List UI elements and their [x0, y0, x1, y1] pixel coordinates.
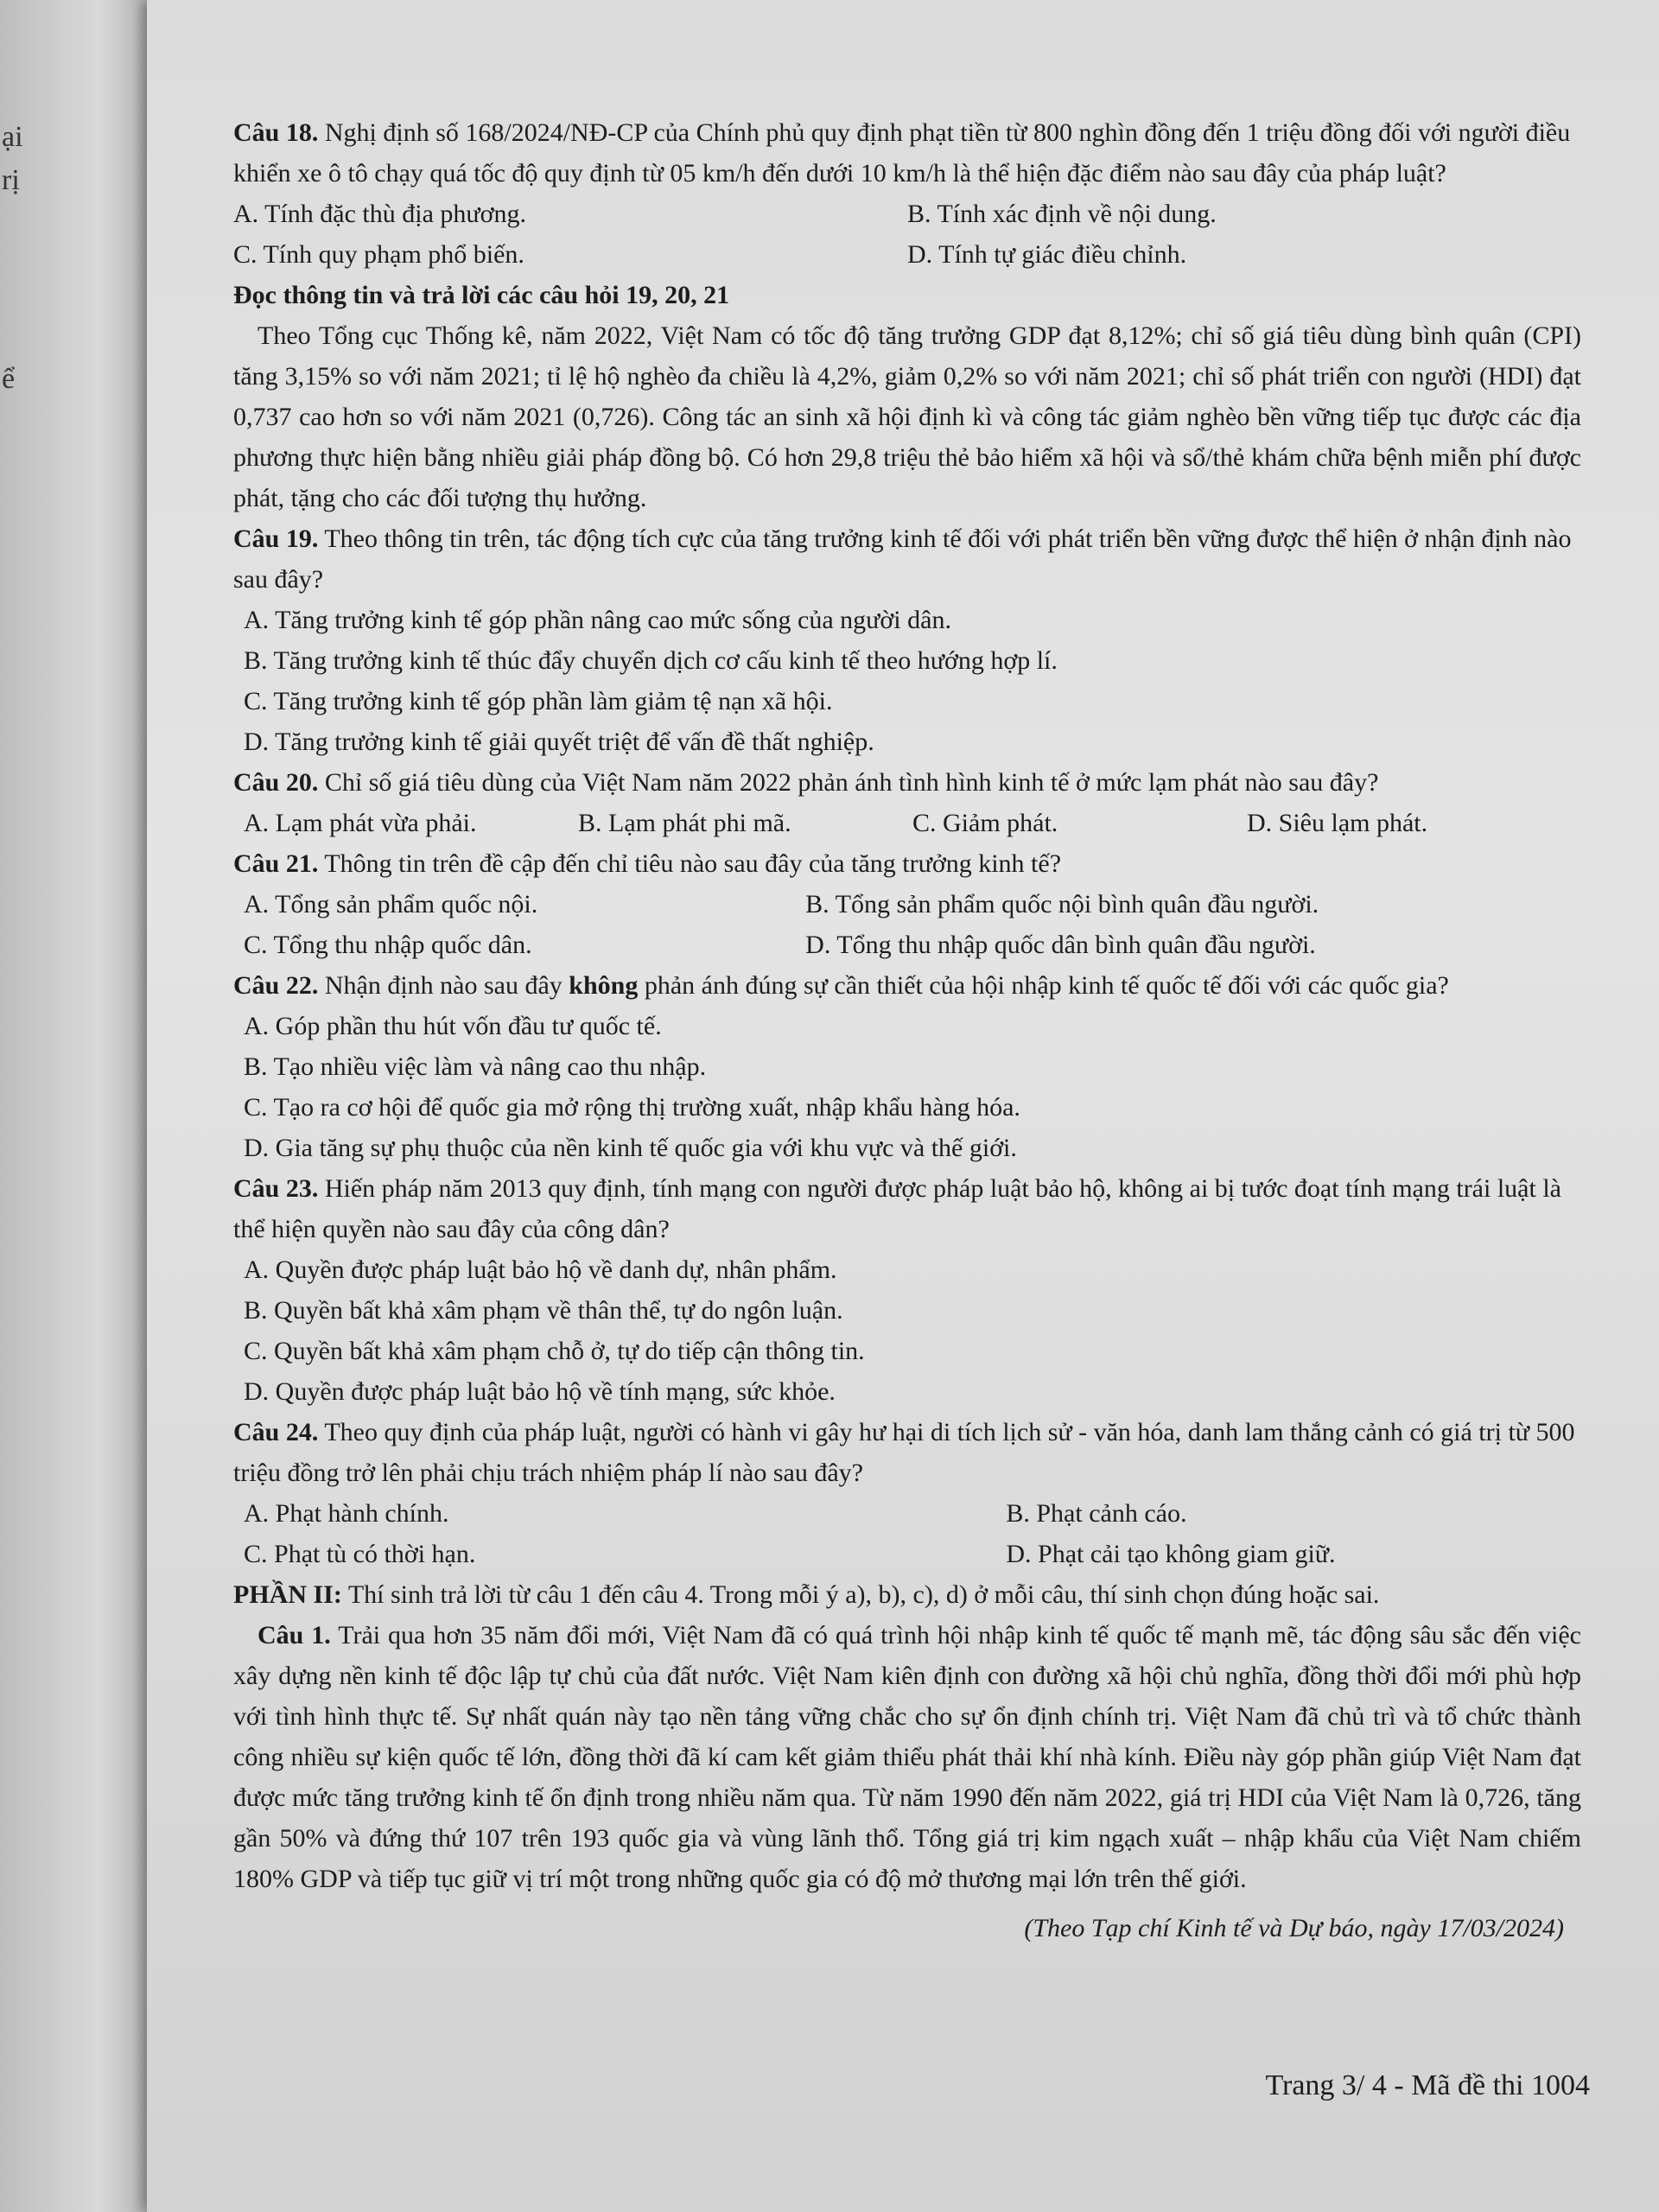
- option-b[interactable]: B. Phạt cảnh cáo.: [1006, 1499, 1187, 1528]
- question-20: [233, 762, 1581, 843]
- question-text: Nhận định nào sau đây: [324, 971, 563, 1000]
- option-c[interactable]: C. Tổng thu nhập quốc dân.: [244, 931, 532, 959]
- option-d[interactable]: D. Quyền được pháp luật bảo hộ về tính mạng, sức khỏe.: [244, 1377, 836, 1406]
- options-list: [233, 803, 1581, 843]
- exam-content: [233, 112, 1581, 1948]
- question-text: Thông tin trên đề cập đến chỉ tiêu nào sau đây của tăng trưởng kinh tế?: [324, 849, 1062, 878]
- option-a[interactable]: A. Góp phần thu hút vốn đầu tư quốc tế.: [244, 1012, 662, 1040]
- left-page-fragment: rị: [2, 164, 20, 196]
- option-c[interactable]: C. Quyền bất khả xâm phạm chỗ ở, tự do tiếp cận thông tin.: [244, 1337, 865, 1365]
- option-c[interactable]: C. Tăng trưởng kinh tế góp phần làm giảm tệ nạn xã hội.: [244, 687, 833, 715]
- question-label: Câu 23.: [233, 1174, 319, 1203]
- question-label: Câu 24.: [233, 1418, 319, 1446]
- option-b[interactable]: B. Tạo nhiều việc làm và nâng cao thu nhập.: [244, 1052, 707, 1081]
- option-b[interactable]: B. Lạm phát phi mã.: [578, 809, 791, 837]
- left-page-fragment: ại: [2, 121, 23, 153]
- question-label: Câu 18.: [233, 118, 319, 147]
- question-text: Theo thông tin trên, tác động tích cực của tăng trưởng kinh tế đối với phát triển bền vững được thể hiện ở nhận định nào sau đây?: [233, 524, 1572, 594]
- question-label: Câu 19.: [233, 524, 319, 553]
- part2-title: PHẦN II:: [233, 1580, 342, 1609]
- question-text: Trải qua hơn 35 năm đổi mới, Việt Nam đã có quá trình hội nhập kinh tế quốc tế mạnh mẽ, tác động sâu sắc đến việc xây dựng nền kinh tế độc lập tự chủ của đất nước. Việt Nam kiên định con đường xã hội chủ nghĩa, đồng thời đổi mới phù hợp với tình hình thực tế. Sự nhất quán này tạo nền tảng vững chắc cho sự ổn định chính trị. Việt Nam đã chủ trì và tổ chức thành công nhiều sự kiện quốc tế lớn, đồng thời đã kí cam kết giảm thiểu phát thải khí nhà kính. Điều này góp phần giúp Việt Nam đạt được mức tăng trưởng kinh tế ổn định trong nhiều năm qua. Từ năm 1990 đến năm 2022, giá trị HDI của Việt Nam là 0,726, tăng gần 50% và đứng thứ 107 trên 193 quốc gia và vùng lãnh thổ. Tổng giá trị kim ngạch xuất – nhập khẩu của Việt Nam chiếm 180% GDP và tiếp tục giữ vị trí một trong những quốc gia có độ mở thương mại lớn trên thế giới.: [233, 1621, 1581, 1893]
- question-21: [233, 843, 1581, 965]
- option-a[interactable]: A. Phạt hành chính.: [244, 1499, 449, 1528]
- question-24: [233, 1412, 1581, 1574]
- reading-heading: Đọc thông tin và trả lời các câu hỏi 19, 20, 21: [233, 281, 730, 309]
- question-label: Câu 22.: [233, 971, 319, 1000]
- option-d[interactable]: D. Gia tăng sự phụ thuộc của nền kinh tế quốc gia với khu vực và thế giới.: [244, 1134, 1017, 1162]
- question-text: phản ánh đúng sự cần thiết của hội nhập kinh tế quốc tế đối với các quốc gia?: [644, 971, 1449, 1000]
- option-d[interactable]: D. Siêu lạm phát.: [1247, 809, 1428, 837]
- options-list: [233, 194, 1581, 275]
- option-a[interactable]: A. Lạm phát vừa phải.: [244, 809, 477, 837]
- option-c[interactable]: C. Tạo ra cơ hội để quốc gia mở rộng thị trường xuất, nhập khẩu hàng hóa.: [244, 1093, 1020, 1122]
- question-text: Nghị định số 168/2024/NĐ-CP của Chính phủ quy định phạt tiền từ 800 nghìn đồng đến 1 triệu đồng đối với người điều khiển xe ô tô chạy quá tốc độ quy định từ 05 km/h đến dưới 10 km/h là thể hiện đặc điểm nào sau đây của pháp luật?: [233, 118, 1571, 188]
- question-label: Câu 21.: [233, 849, 319, 878]
- question-23: [233, 1168, 1581, 1412]
- question-text: Hiến pháp năm 2013 quy định, tính mạng con người được pháp luật bảo hộ, không ai bị tước đoạt tính mạng trái luật là thể hiện quyền nào sau đây của công dân?: [233, 1174, 1561, 1243]
- source-citation: (Theo Tạp chí Kinh tế và Dự báo, ngày 17/03/2024): [1024, 1914, 1564, 1942]
- options-list: [233, 884, 1581, 965]
- option-b[interactable]: B. Quyền bất khả xâm phạm về thân thể, tự do ngôn luận.: [244, 1296, 843, 1325]
- question-text: Theo quy định của pháp luật, người có hành vi gây hư hại di tích lịch sử - văn hóa, danh lam thắng cảnh có giá trị từ 500 triệu đồng trở lên phải chịu trách nhiệm pháp lí nào sau đây?: [233, 1418, 1575, 1487]
- left-page-fragment: ể: [2, 363, 16, 395]
- question-label: Câu 20.: [233, 768, 319, 797]
- question-18: [233, 112, 1581, 275]
- exam-page: [147, 0, 1659, 2212]
- option-b[interactable]: B. Tổng sản phẩm quốc nội bình quân đầu người.: [805, 890, 1319, 918]
- option-d[interactable]: D. Tăng trưởng kinh tế giải quyết triệt để vấn đề thất nghiệp.: [244, 728, 874, 756]
- option-d[interactable]: D. Tổng thu nhập quốc dân bình quân đầu người.: [805, 931, 1316, 959]
- part2-instruction: Thí sinh trả lời từ câu 1 đến câu 4. Trong mỗi ý a), b), c), d) ở mỗi câu, thí sinh chọn đúng hoặc sai.: [347, 1580, 1380, 1609]
- question-22: [233, 965, 1581, 1168]
- page-footer: Trang 3/ 4 - Mã đề thi 1004: [1265, 2069, 1590, 2101]
- question-text: Chỉ số giá tiêu dùng của Việt Nam năm 2022 phản ánh tình hình kinh tế ở mức lạm phát nào sau đây?: [324, 768, 1379, 797]
- option-c[interactable]: C. Giảm phát.: [912, 809, 1058, 837]
- option-a[interactable]: A. Quyền được pháp luật bảo hộ về danh dự, nhân phẩm.: [244, 1255, 837, 1284]
- question-label: Câu 1.: [257, 1621, 331, 1649]
- option-a[interactable]: A. Tăng trưởng kinh tế góp phần nâng cao mức sống của người dân.: [244, 606, 951, 634]
- option-b[interactable]: B. Tính xác định về nội dung.: [907, 200, 1217, 228]
- left-page-edge: [0, 0, 164, 2212]
- part2-question-1: [233, 1615, 1581, 1948]
- option-a[interactable]: A. Tính đặc thù địa phương.: [233, 200, 527, 228]
- options-list: [233, 1493, 1581, 1574]
- question-emphasis: không: [569, 971, 639, 1000]
- reading-passage: Theo Tổng cục Thống kê, năm 2022, Việt Nam có tốc độ tăng trưởng GDP đạt 8,12%; chỉ số giá tiêu dùng bình quân (CPI) tăng 3,15% so với năm 2021; tỉ lệ hộ nghèo đa chiều là 4,2%, giảm 0,2% so với năm 2021; chỉ số phát triển con người (HDI) đạt 0,737 cao hơn so với năm 2021 (0,726). Công tác an sinh xã hội định kì và công tác giảm nghèo bền vững tiếp tục được các địa phương thực hiện bằng nhiều giải pháp đồng bộ. Có hơn 29,8 triệu thẻ bảo hiểm xã hội và sổ/thẻ khám chữa bệnh miễn phí được phát, tặng cho các đối tượng thụ hưởng.: [233, 321, 1581, 512]
- option-d[interactable]: D. Tính tự giác điều chỉnh.: [907, 240, 1187, 269]
- option-b[interactable]: B. Tăng trưởng kinh tế thúc đẩy chuyển dịch cơ cấu kinh tế theo hướng hợp lí.: [244, 646, 1058, 675]
- question-19: [233, 518, 1581, 762]
- part2-header: [233, 1574, 1581, 1615]
- option-c[interactable]: C. Phạt tù có thời hạn.: [244, 1540, 476, 1568]
- option-c[interactable]: C. Tính quy phạm phổ biến.: [233, 240, 524, 269]
- option-a[interactable]: A. Tổng sản phẩm quốc nội.: [244, 890, 538, 918]
- option-d[interactable]: D. Phạt cải tạo không giam giữ.: [1006, 1540, 1336, 1568]
